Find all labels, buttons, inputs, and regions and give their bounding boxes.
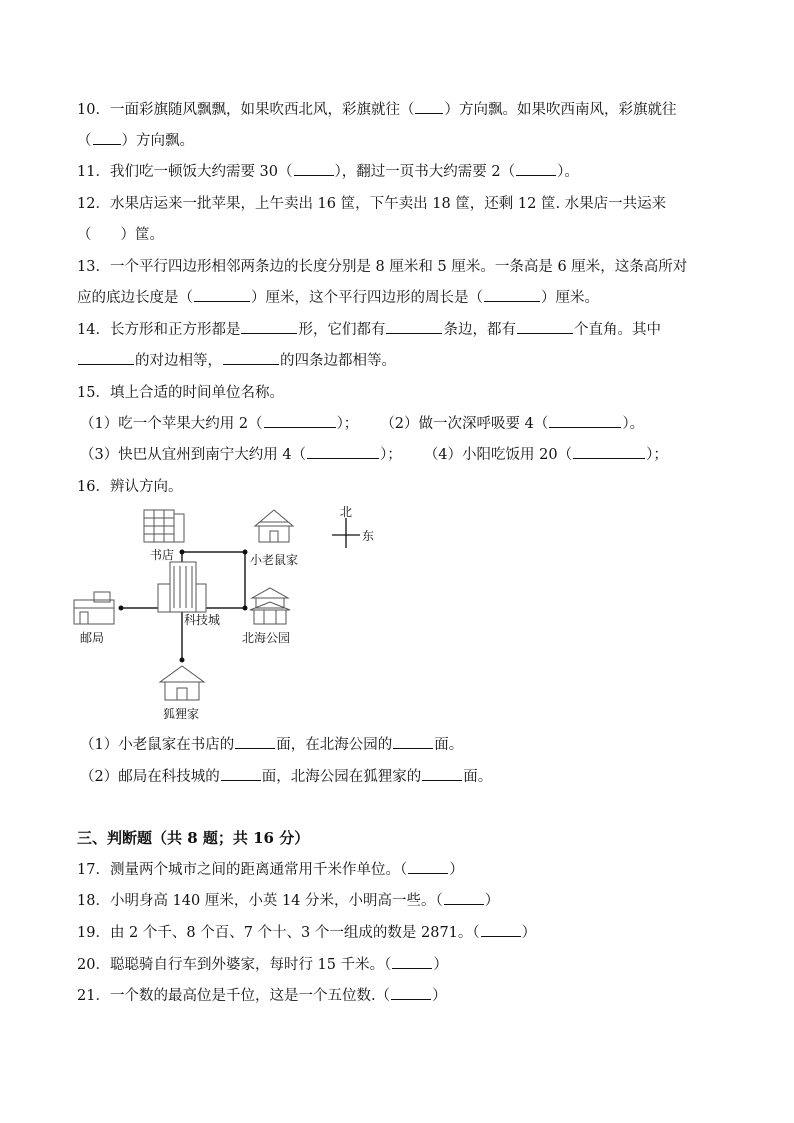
answer-blank[interactable]	[422, 768, 462, 781]
east-label: 东	[362, 529, 375, 543]
question-10-line2: （ ）方向飘。	[77, 133, 194, 149]
answer-blank[interactable]	[221, 768, 261, 781]
answer-blank[interactable]	[549, 415, 621, 428]
answer-blank[interactable]	[78, 352, 134, 365]
answer-blank[interactable]	[392, 956, 432, 969]
compass-icon	[332, 518, 360, 548]
north-label: 北	[340, 505, 353, 519]
post-office-label: 邮局	[80, 631, 105, 645]
beihai-park-label: 北海公园	[242, 631, 291, 645]
question-17: 17．测量两个城市之间的距离通常用千米作单位。（ ）	[77, 862, 464, 878]
question-19: 19．由 2 个千、8 个百、7 个十、3 个一组成的数是 2871。（ ）	[77, 925, 537, 941]
question-15-title: 15．填上合适的时间单位名称。	[77, 385, 284, 401]
question-10-line1: 10．一面彩旗随风飘飘，如果吹西北风，彩旗就往（ ）方向飘。如果吹西南风，彩旗就往	[77, 102, 677, 118]
beihai-park-icon	[250, 588, 290, 624]
fox-home-icon	[160, 666, 204, 700]
answer-blank[interactable]	[573, 446, 645, 459]
question-15-row1: （1）吃一个苹果大约用 2（ ）； （2）做一次深呼吸要 4（ ）。	[80, 416, 645, 432]
answer-blank[interactable]	[517, 321, 573, 334]
fox-home-label: 狐狸家	[163, 707, 200, 721]
answer-blank[interactable]	[391, 987, 431, 1000]
question-16-sub2: （2）邮局在科技城的 面，北海公园在狐狸家的 面。	[80, 769, 493, 785]
question-11: 11．我们吃一顿饭大约需要 30（ ），翻过一页书大约需要 2（ ）。	[77, 164, 579, 180]
answer-blank[interactable]	[235, 736, 275, 749]
answer-blank[interactable]	[484, 289, 540, 302]
question-18: 18．小明身高 140 厘米，小英 14 分米，小明高一些。（ ）	[77, 893, 500, 909]
answer-blank[interactable]	[444, 892, 484, 905]
question-14-line1: 14．长方形和正方形都是 形，它们都有 条边，都有 个直角。其中	[77, 322, 661, 338]
question-14-line2: 的对边相等， 的四条边都相等。	[77, 351, 396, 371]
question-20: 20．聪聪骑自行车到外婆家，每时行 15 千米。（ ）	[77, 957, 448, 973]
mouse-home-label: 小老鼠家	[250, 553, 299, 567]
answer-blank[interactable]	[307, 446, 379, 459]
question-13-line1: 13．一个平行四边形相邻两条边的长度分别是 8 厘米和 5 厘米。一条高是 6 厘米，这条高所对	[77, 259, 688, 275]
answer-blank[interactable]	[241, 321, 297, 334]
mouse-home-icon	[255, 510, 293, 542]
question-12-line1: 12．水果店运来一批苹果，上午卖出 16 筐，下午卖出 18 筐，还剩 12 筐. 水果店一共运来	[77, 196, 667, 212]
question-13-line2: 应的底边长度是（ ）厘米，这个平行四边形的周长是（ ）厘米。	[77, 290, 599, 306]
question-16-sub1: （1）小老鼠家在书店的 面，在北海公园的 面。	[80, 737, 464, 753]
answer-blank[interactable]	[481, 924, 521, 937]
answer-blank[interactable]	[393, 736, 433, 749]
bookstore-icon	[144, 510, 184, 542]
answer-blank[interactable]	[516, 163, 556, 176]
tech-city-icon	[158, 562, 206, 612]
question-21: 21．一个数的最高位是千位，这是一个五位数.（ ）	[77, 988, 447, 1004]
answer-blank[interactable]	[294, 163, 334, 176]
question-12-line2: （ ）筐。	[77, 227, 164, 243]
tech-city-label: 科技城	[184, 613, 221, 627]
answer-blank[interactable]	[194, 289, 250, 302]
direction-map	[60, 500, 400, 725]
question-15-row2: （3）快巴从宜州到南宁大约用 4（ ）； （4）小阳吃饭用 20（ ）；	[80, 447, 668, 463]
answer-blank[interactable]	[223, 352, 279, 365]
answer-blank[interactable]	[415, 101, 443, 114]
answer-blank[interactable]	[264, 415, 336, 428]
section-3-heading: 三、判断题（共 8 题；共 16 分）	[77, 829, 310, 847]
question-16-title: 16．辨认方向。	[77, 479, 183, 495]
answer-blank[interactable]	[386, 321, 442, 334]
post-office-icon	[74, 592, 114, 624]
bookstore-label: 书店	[150, 548, 175, 562]
answer-blank[interactable]	[93, 132, 121, 145]
answer-blank[interactable]	[408, 861, 448, 874]
